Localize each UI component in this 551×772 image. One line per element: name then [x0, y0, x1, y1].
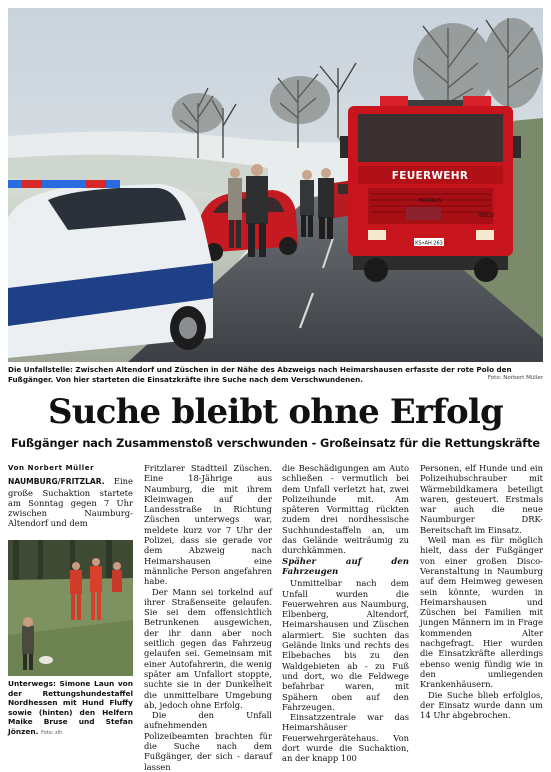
- small-photo-caption-text: Unterwegs: Simone Laun von der Rettungshundestaffel Nordhessen mit Hund Fluffy sowie (hinten) den Helfern Maike Bruse und Stefan Jönzen.: [8, 679, 133, 736]
- column-4-paragraph-2: Weil man es für möglich hielt, dass der Fußgänger von einer großen Disco-Veranstaltung in Naumburg auf dem Heimweg gewesen sein könnte, wurden in Heimarshausen und Züschen bei Familien mit jungen Männern im in Frage kommenden Alter nachgefragt. Hier wurden die Einsatzkräfte allerdings ebenso wenig fündig wie in den umliegenden Krankenhäusern.: [420, 535, 543, 690]
- lead-paragraph: [8, 476, 133, 528]
- fire-truck-label: FEUERWEHR: [391, 170, 469, 182]
- column-4-paragraph-3: Die Suche blieb erfolglos, der Einsatz wurde dann um 14 Uhr abgebrochen.: [420, 689, 543, 721]
- small-photo-caption: [8, 679, 133, 739]
- photo-caption: Die Unfallstelle: Zwischen Altendorf und Züschen in der Nähe des Abzweigs nach Heimarshausen erfasste der rote Polo den Fußgänger. Von hier starteten die Einsatzkräfte ihre Suche nach dem Verschwundenen.: [8, 365, 512, 384]
- column-2-paragraph-1: Fritzlarer Stadtteil Züschen. Eine 18-Jährige aus Naumburg, die mit ihrem Kleinwagen auf der Landesstraße in Richtung Züschen unterwegs war, meldete kurz vor 7 Uhr der Polizei, dass sie gerade vor dem Abzweig nach Heimarshausen eine männliche Person angefahren habe.: [144, 463, 272, 587]
- photo-credit: Foto: Norbert Müller: [487, 375, 543, 381]
- column-2-paragraph-2: Der Mann sei torkelnd auf ihrer Straßenseite gelaufen. Sie sei dem offensichtlich Betrunkenen ausgewichen, der ihr dann aber noch seitlich gegen das Fahrzeug gelaufen sei. Gemeinsam mit einer Autofahrerin, die wenig später am Unfallort stoppte, suchte sie in der Dunkelheit die unmittelbare Umgebung ab, jedoch ohne Erfolg.: [144, 586, 272, 710]
- article-column-3: [282, 463, 409, 764]
- small-photo-credit: Foto: zih: [41, 729, 63, 736]
- truck-plate: KS•AH 263: [415, 240, 443, 247]
- intertitle: Späher auf den Fahrzeugen: [282, 556, 409, 577]
- truck-brand-label: MAGIRUS: [418, 198, 442, 204]
- rescue-dog-team-photo: [8, 540, 133, 676]
- accident-scene-photo: [8, 8, 543, 362]
- article-column-4: [420, 463, 543, 728]
- police-car-label: POLIZEI: [98, 270, 166, 297]
- headline: Suche bleibt ohne Erfolg: [48, 392, 503, 432]
- lead-text: Eine große Suchaktion startete am Sonntag gegen 7 Uhr zwischen Naumburg-Altendorf und dem: [8, 476, 133, 529]
- article-column-2: [144, 463, 272, 772]
- byline: Von Norbert Müller: [8, 464, 95, 472]
- column-3-paragraph-3: Einsatzzentrale war das Heimarshäuser Feuerwehrgerätehaus. Von dort wurde die Suchaktion, an der knapp 100: [282, 712, 409, 764]
- column-3-paragraph-1: die Beschädigungen am Auto schließen - vermutlich bei dem Unfall verletzt hat, zwei Polizeihunde mit. Am späteren Vormittag rückten zudem drei nordhessische Suchhundestaffeln an, um das Gelände weiträumig zu durchkämmen.: [282, 463, 409, 556]
- column-2-paragraph-3: Die den Unfall aufnehmenden Polizeibeamten brachten für die Suche nach dem Fußgänger, der sich - darauf lassen: [144, 710, 272, 772]
- truck-make-label: IVECO: [478, 213, 494, 219]
- article-column-1: [8, 463, 133, 535]
- column-3-paragraph-2: Unmittelbar nach dem Unfall wurden die Feuerwehren aus Naumburg, Elbenberg, Altendorf, Heimarshausen und Züschen alarmiert. Sie suchten das Gelände links und rechts des Elbebaches bis zu den Waldgebieten ab - zu Fuß und dort, wo die Feldwege befahrbar waren, mit Spähern oben auf den Fahrzeugen.: [282, 578, 409, 712]
- dateline: NAUMBURG/FRITZLAR.: [8, 477, 105, 487]
- subheadline: Fußgänger nach Zusammenstoß verschwunden - Großeinsatz für die Rettungskräfte: [11, 437, 540, 450]
- column-4-paragraph-1: Personen, elf Hunde und ein Polizeihubschrauber mit Wärmebildkamera beteiligt waren, gesteuert. Erstmals war auch die neue Naumburger DRK-Bereitschaft im Einsatz.: [420, 463, 543, 535]
